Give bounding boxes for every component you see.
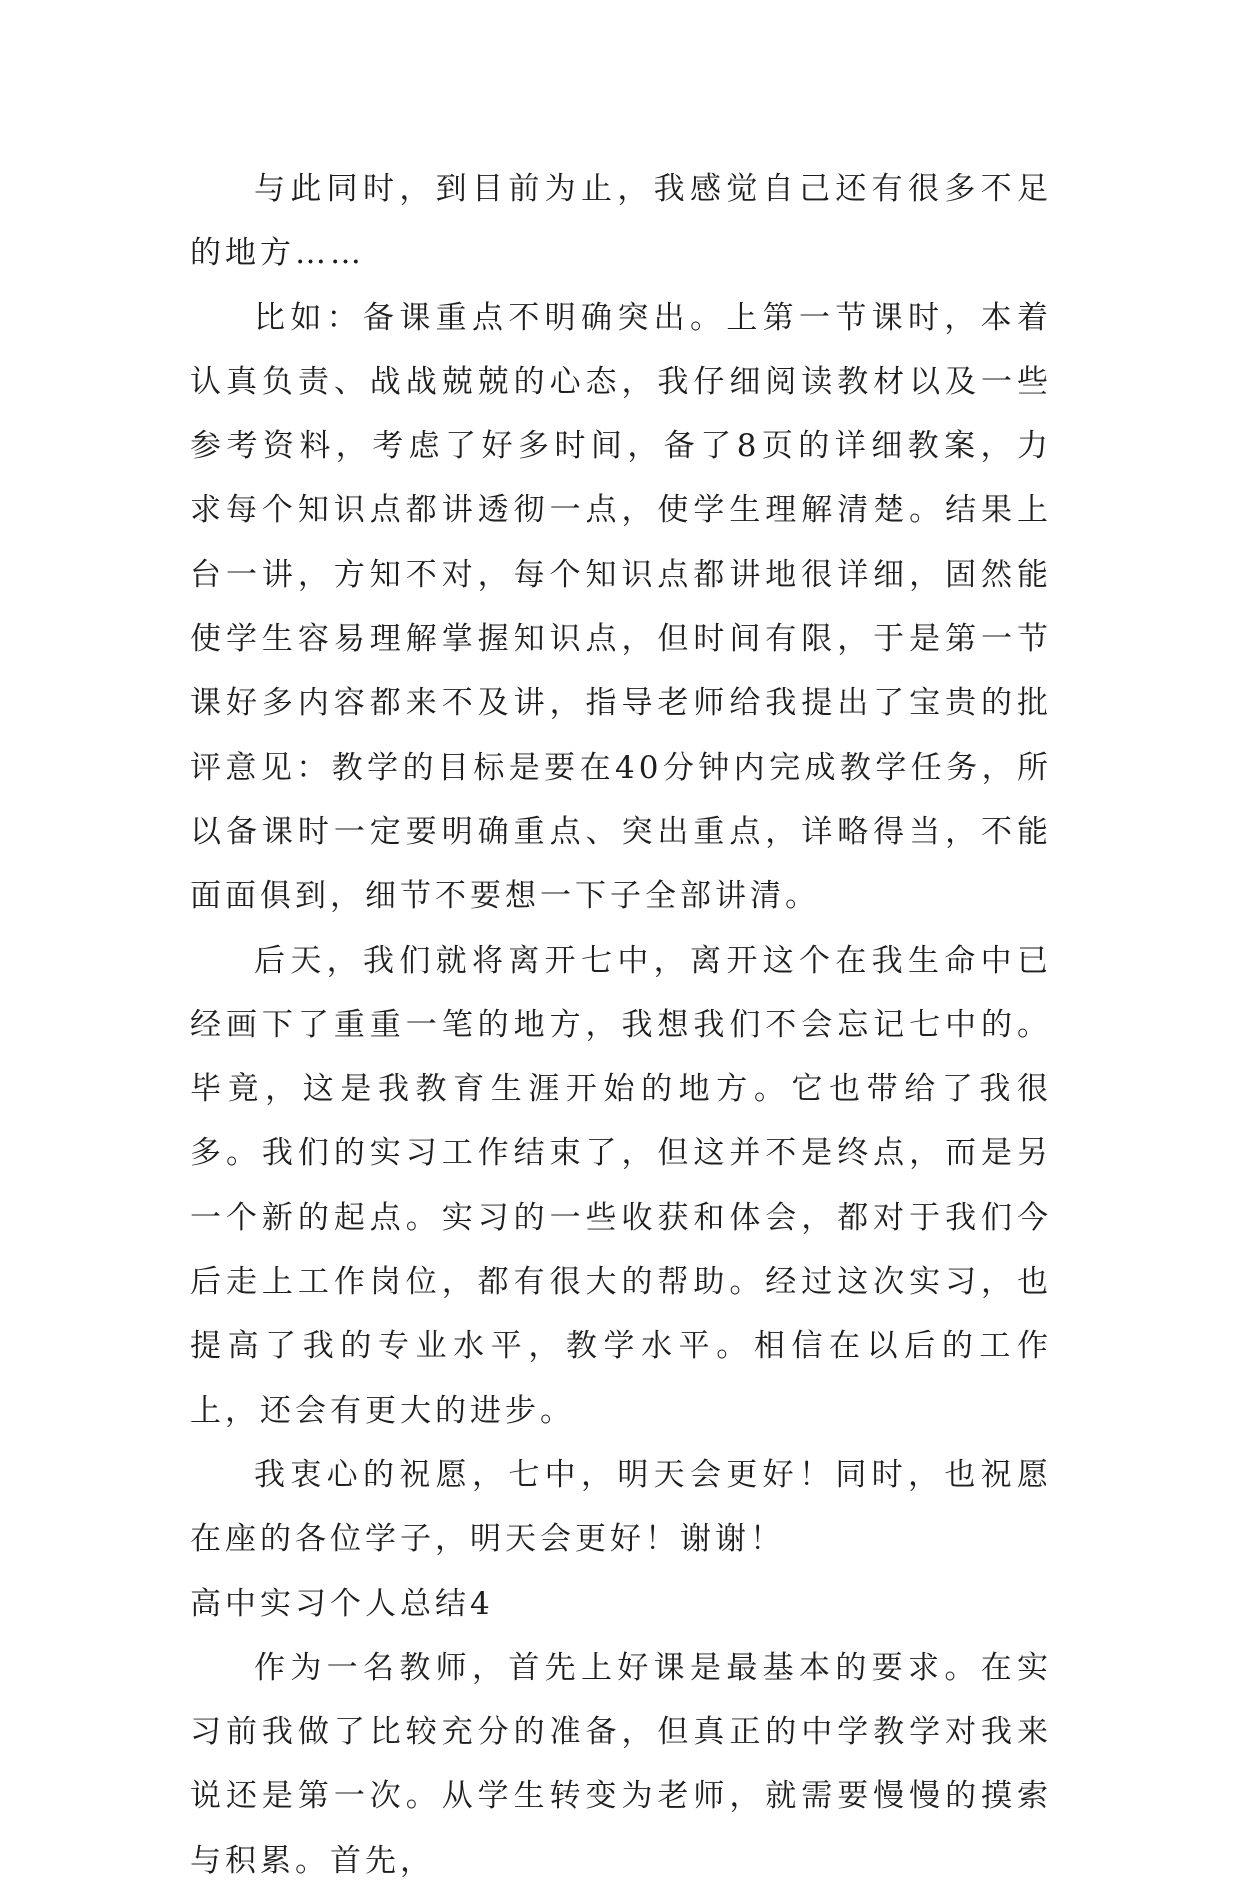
- paragraph-teaching-basics: 作为一名教师，首先上好课是最基本的要求。在实习前我做了比较充分的准备，但真正的中学教学对我来说还是第一次。从学生转变为老师，就需要慢慢的摸索与积累。首先，: [190, 1649, 1052, 1879]
- paragraph-shortcomings-intro: 与此同时，到目前为止，我感觉自己还有很多不足的地方……: [190, 171, 1052, 272]
- paragraph-farewell: 后天，我们就将离开七中，离开这个在我生命中已经画下了重重一笔的地方，我想我们不会忘记七中的。毕竟，这是我教育生涯开始的地方。它也带给了我很多。我们的实习工作结束了，但这并不是终点，而是另一个新的起点。实习的一些收获和体会，都对于我们今后走上工作岗位，都有很大的帮助。经过这次实习，也提高了我的专业水平，教学水平。相信在以后的工作上，还会有更大的进步。: [190, 942, 1052, 1429]
- paragraph-wishes: 我衷心的祝愿，七中，明天会更好！同时，也祝愿在座的各位学子，明天会更好！谢谢！: [190, 1456, 1052, 1558]
- paragraph-lesson-prep: 比如：备课重点不明确突出。上第一节课时，本着认真负责、战战兢兢的心态，我仔细阅读教材以及一些参考资料，考虑了好多时间，备了8页的详细教案，力求每个知识点都讲透彻一点，使学生理解清楚。结果上台一讲，方知不对，每个知识点都讲地很详细，固然能使学生容易理解掌握知识点，但时间有限，于是第一节课好多内容都来不及讲，指导老师给我提出了宝贵的批评意见：教学的目标是要在40分钟内完成教学任务，所以备课时一定要明确重点、突出重点，详略得当，不能面面俱到，细节不要想一下子全部讲清。: [190, 299, 1052, 915]
- document-body: [190, 157, 1052, 1893]
- section-heading: 高中实习个人总结4: [190, 1585, 494, 1622]
